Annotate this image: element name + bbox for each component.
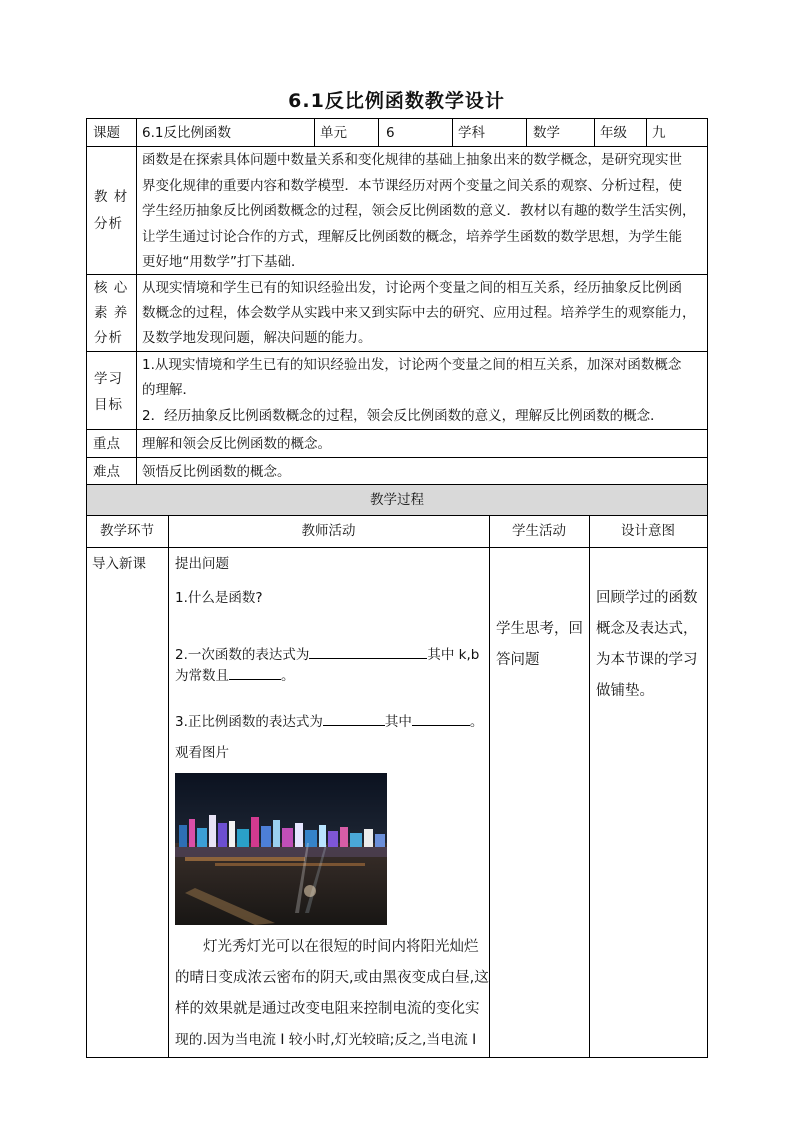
discipline-value: 数学 (533, 125, 560, 141)
core-literacy-label-1: 核 心 (94, 280, 129, 296)
question-2-text-c: 为常数且 (175, 668, 229, 684)
question-2-text-b: 其中 k,b (427, 647, 480, 663)
text-line: 从现实情境和学生已有的知识经验出发，讨论两个变量之间的相互关系，经历抽象反比例函 (142, 280, 682, 296)
view-picture-label: 观看图片 (175, 745, 229, 761)
subject-label: 课题 (93, 125, 120, 141)
difficulty-label: 难点 (93, 464, 120, 480)
text-line: 样的效果就是通过改变电阻来控制电流的变化实 (175, 1001, 480, 1017)
grade-value: 九 (652, 125, 666, 141)
photo-art (175, 773, 387, 925)
text-line: 答问题 (496, 652, 540, 668)
key-point-text: 理解和领会反比例函数的概念。 (142, 436, 331, 452)
question-2 (175, 646, 479, 663)
text-line: 为本节课的学习 (596, 652, 698, 668)
grade-label: 年级 (600, 125, 627, 141)
question-2-text-d: 。 (281, 668, 295, 684)
text-line: 2．经历抽象反比例函数概念的过程，领会反比例函数的意义，理解反比例函数的概念． (142, 408, 664, 424)
subject-value: 6.1反比例函数 (142, 125, 231, 141)
column-header-intent: 设计意图 (621, 523, 675, 539)
teacher-heading: 提出问题 (175, 556, 229, 572)
question-1: 1.什么是函数? (175, 590, 263, 606)
text-line: 做铺垫。 (596, 683, 654, 699)
light-show-photo (175, 773, 387, 925)
question-3-text: 3.正比例函数的表达式为 (175, 714, 323, 730)
stage-label: 导入新课 (92, 556, 146, 572)
text-line: 灯光秀灯光可以在很短的时间内将阳光灿烂 (203, 939, 479, 955)
text-line: 的理解． (142, 382, 196, 398)
column-header-student: 学生活动 (512, 523, 566, 539)
text-line: 的晴日变成浓云密布的阴天,或由黑夜变成白昼,这 (175, 970, 489, 986)
column-header-stage: 教学环节 (100, 523, 154, 539)
text-line: 学生经历抽象反比例函数概念的过程，领会反比例函数的意义．教材以有趣的数学生活实例， (142, 203, 696, 219)
text-line: 回顾学过的函数 (596, 590, 698, 606)
answer-blank (412, 713, 470, 726)
core-literacy-label-3: 分析 (94, 330, 123, 346)
learning-goals-label-2: 目标 (94, 397, 123, 413)
question-2-text: 2.一次函数的表达式为 (175, 647, 310, 663)
learning-goals-label-1: 学习 (94, 371, 123, 387)
text-line: 函数是在探索具体问题中数量关系和变化规律的基础上抽象出来的数学概念，是研究现实世 (142, 152, 682, 168)
column-header-teacher: 教师活动 (301, 523, 356, 539)
page-title: 6.1反比例函数教学设计 (288, 90, 505, 112)
process-section-title: 教学过程 (370, 492, 424, 508)
key-point-label: 重点 (93, 436, 120, 452)
text-line: 让学生通过讨论合作的方式，理解反比例函数的概念，培养学生函数的数学思想，为学生能 (142, 228, 682, 245)
answer-blank (323, 713, 385, 726)
answer-blank (229, 667, 281, 680)
question-3-text-b: 其中 (384, 714, 412, 730)
answer-blank (309, 646, 427, 659)
question-3 (175, 713, 483, 730)
question-2-cont (175, 667, 295, 684)
discipline-label: 学科 (458, 125, 485, 141)
question-3-text-c: 。 (469, 714, 484, 730)
text-line: 概念及表达式， (596, 621, 698, 637)
difficulty-text: 领悟反比例函数的概念。 (142, 464, 291, 480)
text-line: 学生思考，回 (496, 621, 583, 637)
unit-value: 6 (386, 125, 395, 141)
text-line: 1.从现实情境和学生已有的知识经验出发，讨论两个变量之间的相互关系，加深对函数概念 (142, 357, 682, 373)
material-analysis-label-1: 教 材 (94, 189, 129, 205)
core-literacy-label-2: 素 养 (94, 305, 129, 321)
material-analysis-label-2: 分析 (94, 216, 123, 232)
text-line: 及数学地发现问题，解决问题的能力。 (142, 330, 372, 346)
text-line: 数概念的过程，体会数学从实践中来又到实际中去的研究、应用过程。培养学生的观察能力， (142, 305, 696, 321)
text-line: 界变化规律的重要内容和数学模型．本节课经历对两个变量之间关系的观察、分析过程，使 (142, 177, 682, 194)
text-line: 现的.因为当电流 I 较小时,灯光较暗;反之,当电流 I (175, 1032, 477, 1048)
unit-label: 单元 (320, 125, 347, 141)
text-line: 更好地“用数学”打下基础． (142, 254, 305, 270)
